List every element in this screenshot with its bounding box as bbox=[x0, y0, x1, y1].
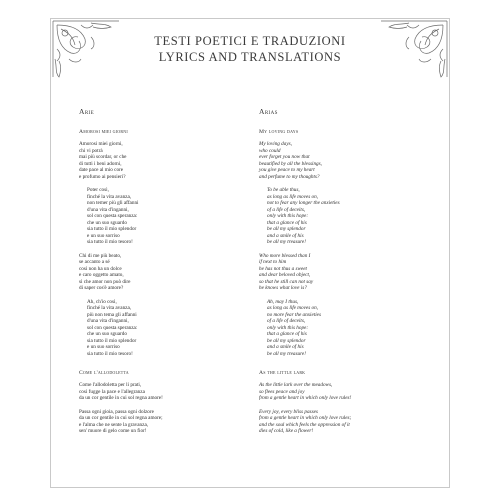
stanza: Amorosi miei giorni, chi vi potrà mai più scordar, or che di tutti i beni adorni, date pace al mio core e profumo ai pensieri? bbox=[79, 141, 127, 180]
page-header bbox=[51, 19, 449, 89]
italian-column bbox=[79, 107, 239, 442]
title-italian: TESTI POETICI E TRADUZIONI bbox=[154, 34, 346, 48]
stanza: My loving days, who could ever forget you now that beautified by all the blessings, you give peace to my heart and perfume to my thoughts? bbox=[259, 141, 322, 180]
section-heading-italian: Arie bbox=[79, 107, 95, 116]
song-title: Come l'allodoletta bbox=[79, 370, 129, 376]
stanza: Come l'allodoletta per li prati, così fugge la pace e l'allegranza da un cor gentile in cui sol regna amore! bbox=[79, 382, 163, 401]
stanza: Every joy, every bliss passes from a gentle heart in which only love rules; and the soul which feels the oppression of it dies of cold, like a flower! bbox=[259, 408, 352, 434]
stanza: Ah, ch'io così, finché la vita avanza, più non tema gli affanni d'una vita d'inganni, sol con questa speranza: che un suo sguardo sia tutto il mio splendor e un suo sorriso sia tutto il mio tesoro! bbox=[87, 298, 138, 357]
page-titles bbox=[51, 33, 449, 65]
stanza: As the little lark over the meadows, so flees peace and joy from a gentle heart in which only love rules! bbox=[259, 382, 352, 401]
stanza: To be able thus, as long as life moves on, not to fear any longer the anxieties of a life of deceits, only with this hope: that a glance of his be all my splendor and a smile of his be all my treasure! bbox=[267, 187, 340, 245]
page bbox=[50, 18, 450, 488]
stanza: Chi di me più beato, se accanto a sé così non ha un dolce e caro oggetto amato, sì che amor non può dire di saper cos'è amore? bbox=[79, 252, 131, 291]
title-english: LYRICS AND TRANSLATIONS bbox=[158, 50, 342, 64]
english-column bbox=[259, 107, 419, 442]
stanza: Ah, may I thus, as long as life moves on, no more fear the anxieties of a life of deceits, only with this hope: that a glance of his be all my splendor and a smile of his be all my treasure! bbox=[267, 298, 321, 357]
stanza: Passa ogni gioia, passa ogni dolzore da un cor gentile in cui sol regna amore; e l'alma che ne sente la gravanza, sen' muore di gelo come un fior! bbox=[79, 408, 163, 434]
section-heading-english: Arias bbox=[259, 107, 278, 116]
stanza: Who more blessed than I if next to him he has not thus a sweet and dear beloved object, so that he still can not say he knows what love is? bbox=[259, 252, 314, 291]
stanza: Poter così, finché la vita avanza, non temer più gli affanni d'una vita d'inganni, sol con questa speranza: che un suo sguardo sia tutto il mio splendor e un suo sorriso sia tutto il mio tesoro! bbox=[87, 187, 139, 245]
song-title: As the little lark bbox=[259, 370, 306, 376]
song-title: My loving days bbox=[259, 129, 299, 135]
song-title: Amorosi miei giorni bbox=[79, 129, 128, 135]
